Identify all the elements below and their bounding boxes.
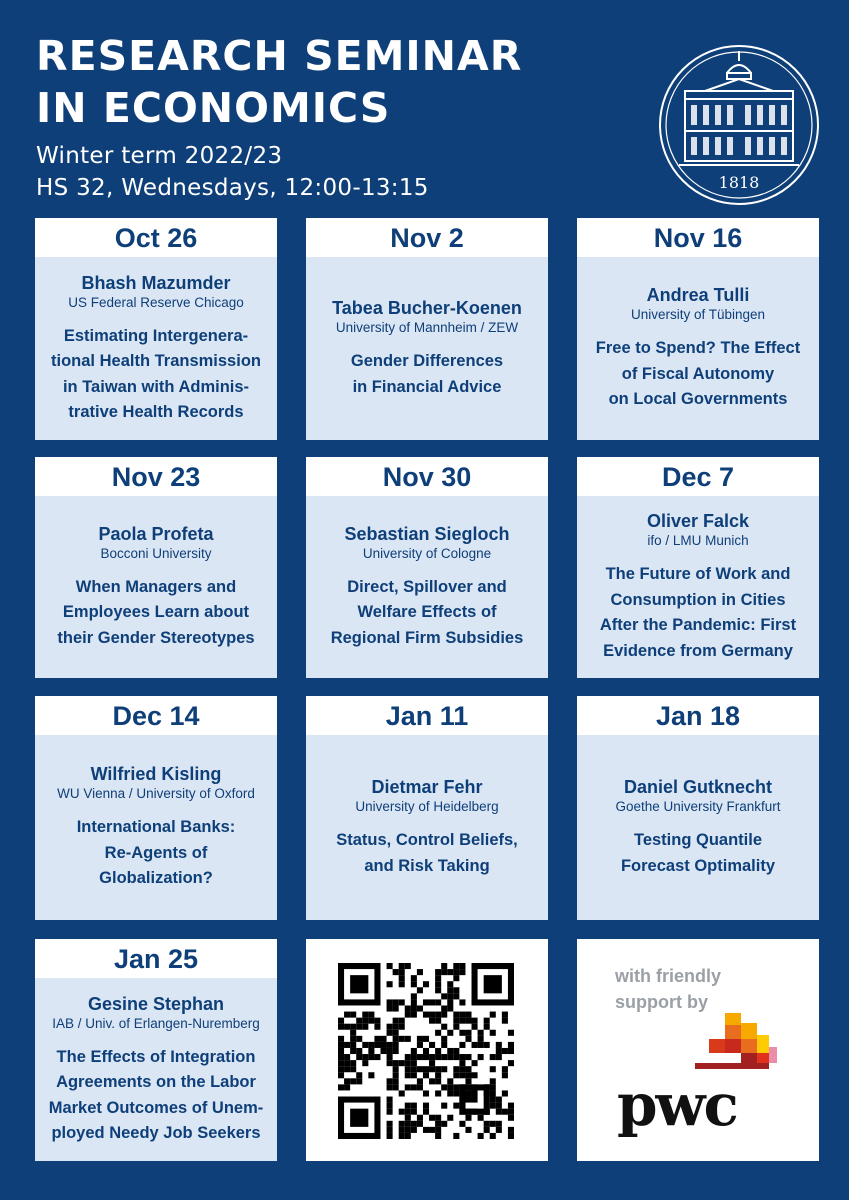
talk-title-line: When Managers and <box>75 577 237 596</box>
talk-title-line: trative Health Records <box>68 403 244 421</box>
talk-title <box>41 324 271 426</box>
talk-title <box>583 336 813 413</box>
talk-title-line: in Financial Advice <box>352 377 502 396</box>
title-line-1: RESEARCH SEMINAR <box>36 32 523 80</box>
session-body <box>577 496 819 678</box>
session-date: Jan 25 <box>35 939 277 978</box>
session-card <box>35 218 277 440</box>
talk-title-line: International Banks: <box>76 818 236 837</box>
talk-title-line: in Taiwan with Adminis- <box>62 377 250 396</box>
talk-title-line: Market Outcomes of Unem- <box>48 1098 264 1117</box>
talk-title-line: Forecast Optimality <box>620 856 776 875</box>
talk-title-line: Free to Spend? The Effect <box>595 339 801 358</box>
pwc-logo-text: pwc <box>617 1071 737 1139</box>
speaker-name: Bhash Mazumder <box>81 272 231 293</box>
session-card <box>306 696 548 920</box>
qr-code-icon[interactable] <box>338 963 514 1139</box>
talk-title <box>583 828 813 879</box>
poster-subtitle <box>36 140 636 204</box>
session-body <box>35 496 277 678</box>
seal-year: 1818 <box>718 173 760 192</box>
session-card <box>577 218 819 440</box>
speaker-affiliation: IAB / Univ. of Erlangen-Nuremberg <box>52 1015 260 1031</box>
speaker-affiliation: Bocconi University <box>100 545 212 561</box>
session-card <box>35 696 277 920</box>
talk-title-line: After the Pandemic: First <box>599 616 797 634</box>
speaker-name: Paola Profeta <box>98 523 214 544</box>
speaker-affiliation: WU Vienna / University of Oxford <box>57 786 255 802</box>
session-date: Nov 16 <box>577 218 819 257</box>
talk-title <box>583 562 813 664</box>
talk-title-line: The Effects of Integration <box>56 1047 256 1066</box>
speaker-affiliation: University of Heidelberg <box>355 799 499 814</box>
talk-title-line: Evidence from Germany <box>603 641 793 660</box>
speaker-name: Andrea Tulli <box>646 285 750 306</box>
talk-title <box>312 349 542 400</box>
session-date: Jan 11 <box>306 696 548 735</box>
poster-header <box>36 30 636 204</box>
talk-title-line: ployed Needy Job Seekers <box>51 1124 261 1142</box>
session-body <box>306 735 548 920</box>
session-card <box>577 696 819 920</box>
speaker-name: Oliver Falck <box>646 511 750 531</box>
session-body <box>306 257 548 440</box>
talk-title-line: tional Health Transmission <box>51 352 261 370</box>
session-date: Dec 7 <box>577 457 819 496</box>
session-date: Dec 14 <box>35 696 277 735</box>
talk-title-line: The Future of Work and <box>605 565 791 583</box>
poster-title <box>36 30 636 134</box>
speaker-name: Gesine Stephan <box>87 993 225 1014</box>
sponsor-caption-line: with friendly <box>615 966 722 986</box>
talk-title-line: Direct, Spillover and <box>347 577 507 596</box>
talk-title-line: Testing Quantile <box>633 831 763 849</box>
speaker-name: Sebastian Siegloch <box>344 523 510 544</box>
speaker-name: Daniel Gutknecht <box>623 777 773 797</box>
talk-title-line: Agreements on the Labor <box>56 1073 256 1091</box>
talk-title <box>41 575 271 652</box>
session-body <box>35 257 277 440</box>
speaker-name: Wilfried Kisling <box>90 764 222 785</box>
speaker-affiliation: US Federal Reserve Chicago <box>68 294 244 310</box>
talk-title-line: on Local Governments <box>608 390 788 409</box>
speaker-affiliation: University of Tübingen <box>630 307 766 323</box>
talk-title-line: Re-Agents of <box>104 843 208 862</box>
title-line-2: IN ECONOMICS <box>36 84 391 132</box>
talk-title-line: Estimating Intergenera- <box>63 326 249 345</box>
talk-title-line: Status, Control Beliefs, <box>336 831 518 849</box>
speaker-affiliation: University of Cologne <box>362 545 492 561</box>
schedule-text: HS 32, Wednesdays, 12:00-13:15 <box>36 175 429 201</box>
session-date: Jan 18 <box>577 696 819 735</box>
talk-title <box>312 828 542 879</box>
university-seal-icon <box>657 43 821 207</box>
talk-title <box>41 1045 271 1147</box>
session-card <box>577 457 819 678</box>
talk-title <box>41 815 271 892</box>
term-text: Winter term 2022/23 <box>36 143 283 169</box>
talk-title-line: of Fiscal Autonomy <box>621 364 775 383</box>
session-body <box>577 735 819 920</box>
talk-title-line: Gender Differences <box>350 352 504 370</box>
talk-title-line: Welfare Effects of <box>357 603 497 622</box>
talk-title <box>312 575 542 652</box>
talk-title-line: Regional Firm Subsidies <box>330 628 524 647</box>
session-date: Nov 30 <box>306 457 548 496</box>
session-body <box>35 735 277 920</box>
session-date: Nov 2 <box>306 218 548 257</box>
qr-code-panel <box>306 939 548 1161</box>
talk-title-line: their Gender Stereotypes <box>57 628 255 647</box>
session-card <box>306 457 548 678</box>
session-date: Oct 26 <box>35 218 277 257</box>
session-body <box>577 257 819 440</box>
sponsor-caption <box>615 963 735 1015</box>
talk-title-line: and Risk Taking <box>364 856 490 875</box>
talk-title-line: Employees Learn about <box>62 603 250 622</box>
speaker-affiliation: University of Mannheim / ZEW <box>335 320 519 335</box>
sponsor-caption-line: support by <box>615 992 708 1012</box>
session-body <box>35 978 277 1161</box>
session-body <box>306 496 548 678</box>
session-card <box>35 457 277 678</box>
talk-title-line: Consumption in Cities <box>610 590 786 609</box>
session-card <box>35 939 277 1161</box>
pwc-logo-mark-icon <box>695 1013 795 1073</box>
speaker-name: Dietmar Fehr <box>371 777 483 797</box>
speaker-affiliation: Goethe University Frankfurt <box>615 799 781 814</box>
sponsor-panel <box>577 939 819 1161</box>
session-date: Nov 23 <box>35 457 277 496</box>
talk-title-line: Globalization? <box>99 869 213 888</box>
speaker-name: Tabea Bucher-Koenen <box>332 298 522 318</box>
session-card <box>306 218 548 440</box>
speaker-affiliation: ifo / LMU Munich <box>647 533 749 548</box>
